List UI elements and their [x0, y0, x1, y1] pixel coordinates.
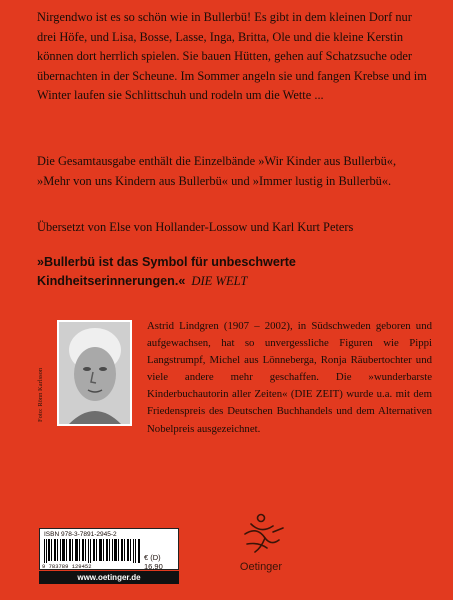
barcode-icon — [44, 539, 140, 563]
publisher-url: www.oetinger.de — [39, 571, 179, 584]
price-label: € (D) 16,90 — [144, 553, 163, 571]
quote-text: »Bullerbü ist das Symbol für unbeschwerte Kindheitserinnerungen.« — [37, 255, 296, 288]
photo-credit: Foto: Rönn Karlsson — [37, 367, 44, 422]
press-quote — [37, 253, 431, 291]
author-portrait-image — [59, 322, 130, 424]
author-photo — [57, 320, 132, 426]
translator-credit: Übersetzt von Else von Hollander-Lossow und Karl Kurt Peters — [37, 220, 354, 234]
blurb-paragraph-2: Die Gesamtausgabe enthält die Einzelbände »Wir Kinder aus Bullerbü«, »Mehr von uns Kindern aus Bullerbü« und »Immer lustig in Bullerbü«. — [37, 154, 397, 188]
quote-source: DIE WELT — [191, 274, 248, 288]
oetinger-bird-logo-icon — [221, 512, 301, 584]
barcode-box — [39, 528, 179, 570]
publisher-name: Oetinger — [239, 561, 283, 573]
blurb-paragraph-1: Nirgendwo ist es so schön wie in Bullerbü! Es gibt in dem kleinen Dorf nur drei Höfe, und Lisa, Bosse, Lasse, Inga, Britta, Ole und die kleine Kerstin können dort herrlich spielen. Sie bauen Hütten, gehen auf Schatzsuche oder übernachten in der Scheune. Im Sommer angeln sie und fangen Krebse und im Winter laufen sie Schlittschuh und rodeln um die Wette ... — [37, 10, 427, 102]
barcode-digits: 9 783789 129452 — [42, 563, 92, 570]
author-bio: Astrid Lindgren (1907 – 2002), in Südschweden geboren und aufgewachsen, hat so unvergessliche Figuren wie Pippi Langstrumpf, Michel aus Lönneberga, Ronja Räubertochter und viele andere mehr geschaffen. Die »wunderbarste Kinderbuchautorin aller Zeiten« (DIE ZEIT) wurde u.a. mit dem Friedenspreis des Deutschen Buchhandels und dem Alternativen Nobelpreis ausgezeichnet. — [147, 320, 432, 435]
isbn-number: ISBN 978-3-7891-2945-2 — [44, 531, 117, 538]
